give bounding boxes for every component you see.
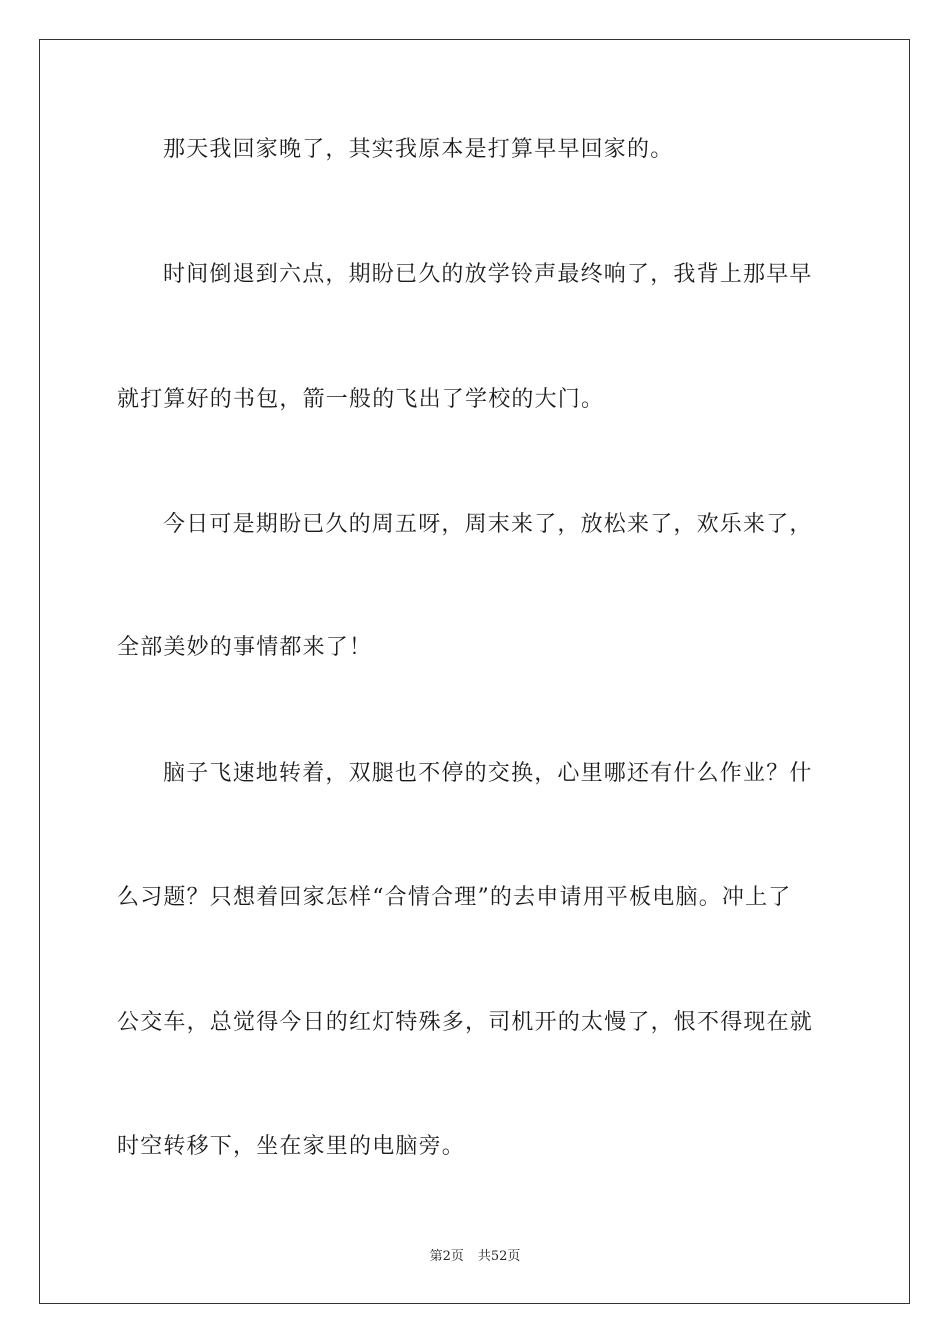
paragraph-line: 今日可是期盼已久的周五呀，周末来了，放松来了，欢乐来了， — [163, 512, 813, 537]
paragraph-line: 脑子飞速地转着，双腿也不停的交换，心里哪还有什么作业？什 — [163, 761, 813, 786]
paragraph-line: 全部美妙的事情都来了！ — [117, 635, 373, 660]
paragraph-line: 那天我回家晚了，其实我原本是打算早早回家的。 — [163, 137, 674, 162]
paragraph-line: 时间倒退到六点，期盼已久的放学铃声最终响了，我背上那早早 — [163, 262, 813, 287]
paragraph-line: 就打算好的书包，箭一般的飞出了学校的大门。 — [117, 387, 605, 412]
paragraph-line: 么习题？只想着回家怎样“合情合理”的去申请用平板电脑。冲上了 — [117, 885, 792, 910]
paragraph-line: 时空转移下，坐在家里的电脑旁。 — [117, 1134, 466, 1159]
paragraph-line: 公交车，总觉得今日的红灯特殊多，司机开的太慢了，恨不得现在就 — [117, 1010, 814, 1035]
page-number: 第2页 — [429, 1249, 464, 1264]
total-pages: 共52页 — [477, 1249, 521, 1264]
page-border — [39, 39, 910, 1304]
page-footer — [0, 1249, 950, 1265]
